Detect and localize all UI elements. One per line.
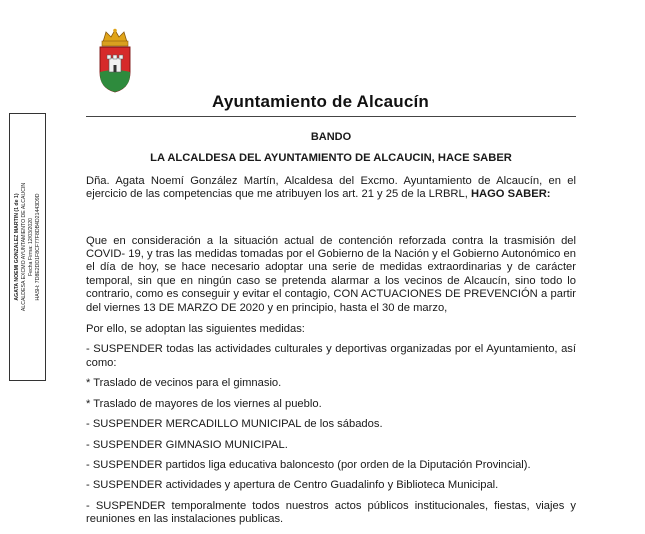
document-body [86,131,576,534]
main-paragraph: Que en consideración a la situación actual de contención reforzada contra la trasmisión del COVID- 19, y tras las medidas tomadas por el Gobierno de la Nación y el Gobierno Autonómico en el día de hoy, se hace necesario adoptar una serie de medidas extraordinarias y de carácter temporal, sin que en ningún caso se pretenda alarmar a los vecinos de Alcaucín, sino todo lo contrario, como es conseguir y evitar el contagio, CON ACTUACIONES DE PREVENCIÓN a partir del viernes 13 DE MARZO DE 2020 y en principio, hasta el 30 de marzo, [86,234,576,314]
measure-item: * Traslado de mayores de los viernes al pueblo. [86,397,322,410]
document-heading: BANDO [310,131,352,143]
measure-item: - SUSPENDER temporalmente todos nuestros actos públicos institucionales, fiestas, viajes y reuniones en las instalaciones publicas. [86,499,576,526]
page-title: Ayuntamiento de Alcaucín [212,92,430,111]
intro-text: Dña. Agata Noemí González Martín, Alcaldesa del Excmo. Ayuntamiento de Alcaucín, en el ejercicio de las competencias que me atribuyen los art. 21 y 25 de la LRBRL, [86,174,576,201]
measure-item: * Traslado de vecinos para el gimnasio. [86,377,282,390]
intro-bold-text: HAGO SABER: [470,188,551,201]
stamp-signer: AGATA NOEMI GONZALEZ MARTIN (1 de 1) [13,193,20,301]
measure-item: - SUSPENDER actividades y apertura de Centro Guadalinfo y Biblioteca Municipal. [86,479,499,492]
measure-item: - SUSPENDER partidos liga educativa baloncesto (por orden de la Diputación Provincial). [86,458,531,471]
intro-paragraph [86,175,576,202]
stamp-hash: HASH: 7D8E2DD1F8CF77F8DB4D21443D9D [34,193,41,301]
measure-item: - SUSPENDER MERCADILLO MUNICIPAL de los sábados. [86,418,383,431]
measure-item: - SUSPENDER todas las actividades culturales y deportivas organizadas por el Ayuntamiento, así como: [86,343,576,369]
header-divider [86,116,576,117]
stamp-position: ALCALDESA EXCMO AYUNTAMIENTO DE ALCAUCIN [20,182,27,312]
measure-item: - SUSPENDER GIMNASIO MUNICIPAL. [86,438,288,451]
coat-of-arms-icon [96,28,134,94]
stamp-date: Fecha Firma: 12/03/2020 [27,218,34,276]
signature-stamp [9,113,46,381]
document-subheading: LA ALCALDESA DEL AYUNTAMIENTO DE ALCAUCIN, HACE SABER [150,152,512,165]
measures-intro: Por ello, se adoptan las siguientes medidas: [86,323,305,336]
